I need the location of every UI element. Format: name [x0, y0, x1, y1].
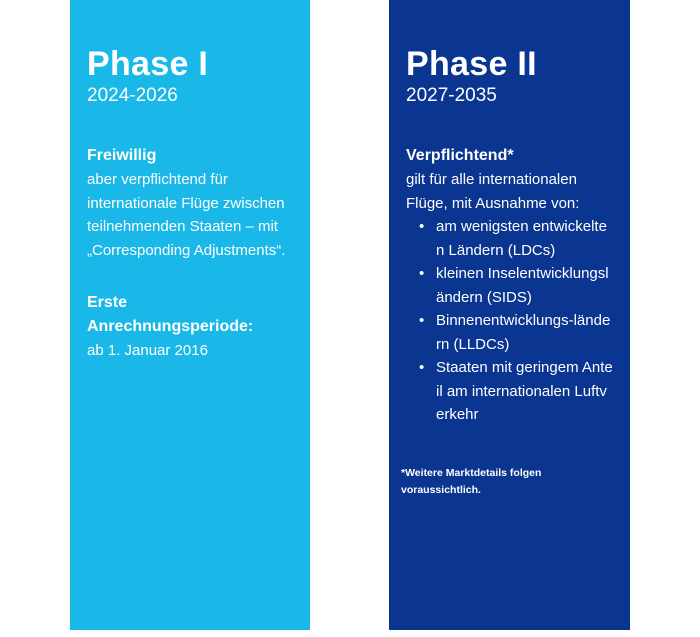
list-item	[419, 356, 615, 427]
list-item	[419, 215, 615, 262]
phase-1-panel	[70, 0, 310, 630]
phase-1-credit-period-text: ab 1. Januar 2016	[87, 342, 208, 359]
phase-1-voluntary-text: aber verpflichtend für internationale Flüge zwischen teilnehmenden Staaten – mit „Corresponding Adjustments“.	[87, 171, 286, 259]
phase-1-title: Phase I	[87, 45, 209, 83]
list-item	[419, 262, 615, 309]
bullet-icon: •	[419, 218, 425, 235]
phase-2-mandatory-text: gilt für alle internationalen Flüge, mit Ausnahme von:	[406, 171, 580, 212]
phase-2-footnote: *Weitere Marktdetails folgen voraussichtlich.	[401, 466, 542, 496]
list-item	[419, 309, 615, 356]
bullet-icon: •	[419, 359, 425, 376]
phase-2-mandatory-heading: Verpflichtend*	[406, 147, 514, 164]
phase-2-title: Phase II	[406, 45, 537, 83]
phase-2-panel	[389, 0, 630, 630]
exception-low-share: Staaten mit geringem Anteil am internationalen Luftverkehr	[436, 359, 613, 423]
exception-sids: kleinen Inselentwicklungsländern (SIDS)	[436, 265, 609, 306]
bullet-icon: •	[419, 265, 425, 282]
phase-1-credit-period-heading: Erste Anrechnungsperiode:	[87, 294, 254, 335]
bullet-icon: •	[419, 312, 425, 329]
exceptions-list	[406, 215, 615, 427]
phase-1-voluntary-heading: Freiwillig	[87, 147, 157, 164]
exception-ldcs: am wenigsten entwickelten Ländern (LDCs)	[436, 218, 607, 259]
phase-1-years: 2024-2026	[87, 85, 178, 106]
exception-lldcs: Binnenentwicklungs-ländern (LLDCs)	[436, 312, 611, 353]
phase-2-years: 2027-2035	[406, 85, 497, 106]
